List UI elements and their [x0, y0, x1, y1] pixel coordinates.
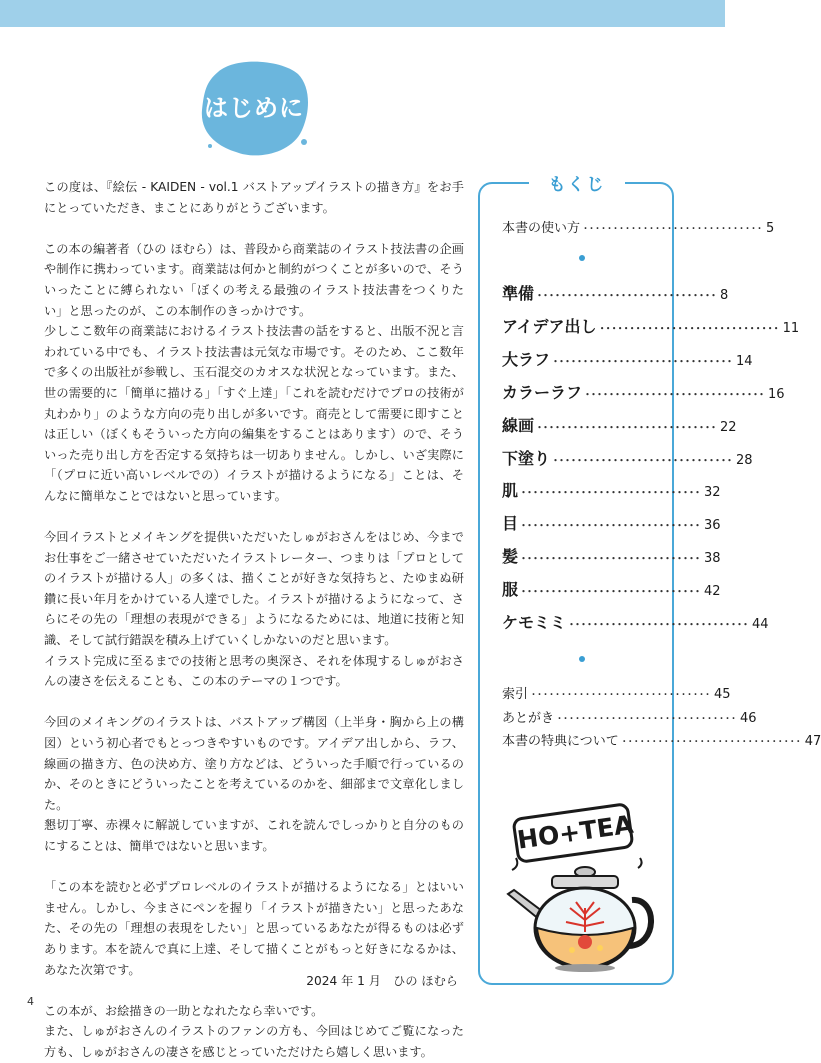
toc-leader-dots: ･･････････････････････････････ [537, 422, 718, 434]
toc-leader-dots: ･･････････････････････････････ [585, 389, 766, 401]
toc-entry[interactable] [502, 314, 800, 337]
toc-entry-label: アイデア出し [502, 316, 597, 336]
toc-entry-label: 服 [502, 580, 519, 600]
toc-leader-dots: ･･････････････････････････････ [531, 690, 712, 701]
toc-entry[interactable] [502, 544, 721, 567]
toc-entry[interactable] [502, 730, 821, 749]
toc-entry-label: あとがき [502, 710, 555, 726]
signature: 2024 年 1 月 ひの ほむら [306, 974, 458, 988]
toc-entry-page: 22 [720, 419, 737, 435]
toc-entry-page: 36 [704, 518, 721, 534]
toc-entry-label: 本書の特典について [502, 734, 619, 749]
toc-entry[interactable] [502, 610, 769, 633]
toc-entry-label: 索引 [502, 687, 529, 702]
toc-entry-page: 14 [736, 353, 753, 369]
toc-entry-page: 46 [740, 710, 757, 726]
toc-entry-label: 下塗り [502, 448, 551, 468]
toc-entry-page: 44 [752, 617, 769, 632]
toc-leader-dots: ･･････････････････････････････ [521, 521, 702, 533]
toc-leader-dots: ･･････････････････････････････ [599, 323, 780, 335]
toc-entry-page: 42 [704, 584, 721, 600]
toc-leader-dots: ･･････････････････････････････ [537, 291, 718, 302]
body-paragraph: この本が、お絵描きの一助となれたなら幸いです。 [44, 1003, 324, 1018]
toc-entry-label: 準備 [502, 284, 535, 303]
toc-entry-label: 大ラフ [502, 349, 551, 369]
toc-entry-label: 線画 [502, 415, 535, 435]
paragraph-gap [44, 857, 464, 878]
toc-entry[interactable] [502, 707, 757, 726]
toc-entry[interactable] [502, 478, 721, 501]
page-title: はじめに [204, 94, 304, 122]
toc-entry-label: ケモミミ [502, 613, 567, 632]
toc-entry-page: 8 [720, 288, 729, 303]
body-paragraph: 今回のメイキングのイラストは、バストアップ構図（上半身・胸から上の構図）という初心者でもとっつきやすいものです。アイデア出しから、ラフ、線画の描き方、色の決め方、塗り方などは、どういった手順で行っているのか、そのときにどういったことを考えているのかを、細部まで文章化しました。 [44, 715, 464, 812]
toc-leader-dots: ･･････････････････････････････ [521, 587, 702, 599]
toc-leader-dots: ･･････････････････････････････ [553, 455, 734, 467]
toc-entry[interactable] [502, 446, 753, 469]
toc-entry[interactable] [502, 683, 731, 702]
toc-entry-page: 5 [766, 221, 775, 236]
toc-entry[interactable] [502, 511, 721, 534]
toc-separator-dot [579, 255, 585, 261]
toc-entry-page: 38 [704, 551, 721, 567]
toc-entry-page: 28 [736, 452, 753, 468]
body-paragraph: この本の編著者（ひの ほむら）は、普段から商業誌のイラスト技法書の企画や制作に携わっています。商業誌は何かと制約がつくことが多いので、そういったことに縛られない「ぼくの考える最強のイラスト技法書をつくりたい」と思ったのが、この本制作のきっかけです。 [44, 241, 464, 318]
body-paragraph: また、しゅがおさんのイラストのファンの方も、今回はじめてご覧になった方も、しゅがおさんの凄さを感じとっていただけたら嬉しく思います。 [44, 1024, 464, 1059]
toc-leader-dots: ･･････････････････････････････ [553, 356, 734, 368]
toc-entry-label: 肌 [502, 481, 519, 501]
hotea-logo-illustration [500, 810, 660, 975]
toc-entry-page: 32 [704, 485, 721, 501]
teapot-icon [500, 850, 660, 975]
body-paragraph: 少しここ数年の商業誌におけるイラスト技法書の話をすると、出版不況と言われている中でも、イラスト技法書は元気な市場です。そのため、ここ数年で多くの出版社が参戦し、玉石混交のカオスな状況となっています。また、世の需要的に「簡単に描ける」「すぐ上達」「これを読むだけでプロの技術が丸わかり」のような方向の売り出しが多いです。商売として需要に即すことは正しい（ぼくもそういった方向の編集をすることはあります）ので、そういった売り出し方を否定する気持ちは一切ありません。しかし、いざ実際に「（プロに近い高いレベルでの）イラストが描けるようになる」ことは、そんなに簡単なことではないと思っています。 [44, 324, 464, 503]
toc-separator-dot [579, 656, 585, 662]
toc-entry[interactable] [502, 413, 737, 436]
toc-entry[interactable] [502, 347, 753, 370]
body-paragraph: 懇切丁寧、赤裸々に解説していますが、これを読んでしっかりと自分のものにすることは、簡単ではないと思います。 [44, 818, 464, 853]
toc-entry-page: 11 [782, 320, 800, 336]
toc-entry-label: 本書の使い方 [502, 221, 581, 236]
intro-body [44, 177, 464, 1063]
toc-leader-dots: ･･････････････････････････････ [557, 713, 738, 725]
toc-entry[interactable] [502, 380, 785, 403]
paragraph-gap [44, 692, 464, 713]
toc-title: もくじ [529, 170, 625, 195]
toc-leader-dots: ･･････････････････････････････ [521, 488, 702, 500]
toc-entry-label: 目 [502, 514, 519, 534]
paragraph-gap [44, 507, 464, 528]
toc-entry[interactable] [502, 281, 729, 304]
body-paragraph: この度は、『絵伝 - KAIDEN - vol.1 バストアップイラストの描き方』をお手にとっていただき、まことにありがとうございます。 [44, 180, 464, 215]
toc-entry-page: 47 [804, 734, 821, 749]
toc-entry-page: 45 [714, 687, 731, 702]
toc-leader-dots: ･･････････････････････････････ [583, 224, 764, 235]
body-paragraph: 今回イラストとメイキングを提供いただいたしゅがおさんをはじめ、今までお仕事をご一緒させていただいたイラストレーター、つまりは「プロとしてのイラストが描ける人」の多くは、描くことが好きな気持ちと、たゆまぬ研鑽に長い年月をかけている人達でした。イラストが描けるようになって、さらにその先の「理想の表現ができる」ようになるためには、地道に技術と知識、そして試行錯誤を積み上げていくしかないのだと思います。 [44, 530, 464, 648]
toc-leader-dots: ･･････････････････････････････ [621, 737, 802, 748]
body-paragraph: 「この本を読むと必ずプロレベルのイラストが描けるようになる」とはいいません。しかし、今まさにペンを握り「イラストが描きたい」と思ったあなた、その先の「理想の表現をしたい」と思っているあなたが得るものは必ずあります。本を読んで真に上達、そして描くことがもっと好きになるかは、あなた次第です。 [44, 880, 464, 977]
hotea-logo-text: HO+TEA [511, 802, 634, 864]
toc-entry-label: カラーラフ [502, 382, 583, 402]
page-number: 4 [27, 995, 34, 1008]
toc-entry-page: 16 [768, 386, 785, 402]
toc-leader-dots: ･･････････････････････････････ [521, 554, 702, 566]
toc-entry[interactable] [502, 217, 775, 236]
toc-entry-label: 髪 [502, 547, 519, 567]
title-badge [196, 58, 312, 158]
body-paragraph: イラスト完成に至るまでの技術と思考の奥深さ、それを体現するしゅがおさんの凄さを伝えることも、この本のテーマの１つです。 [44, 653, 464, 689]
paragraph-gap [44, 218, 464, 239]
toc-leader-dots: ･･････････････････････････････ [569, 620, 750, 631]
top-color-bar [0, 0, 725, 27]
toc-entry[interactable] [502, 577, 721, 600]
